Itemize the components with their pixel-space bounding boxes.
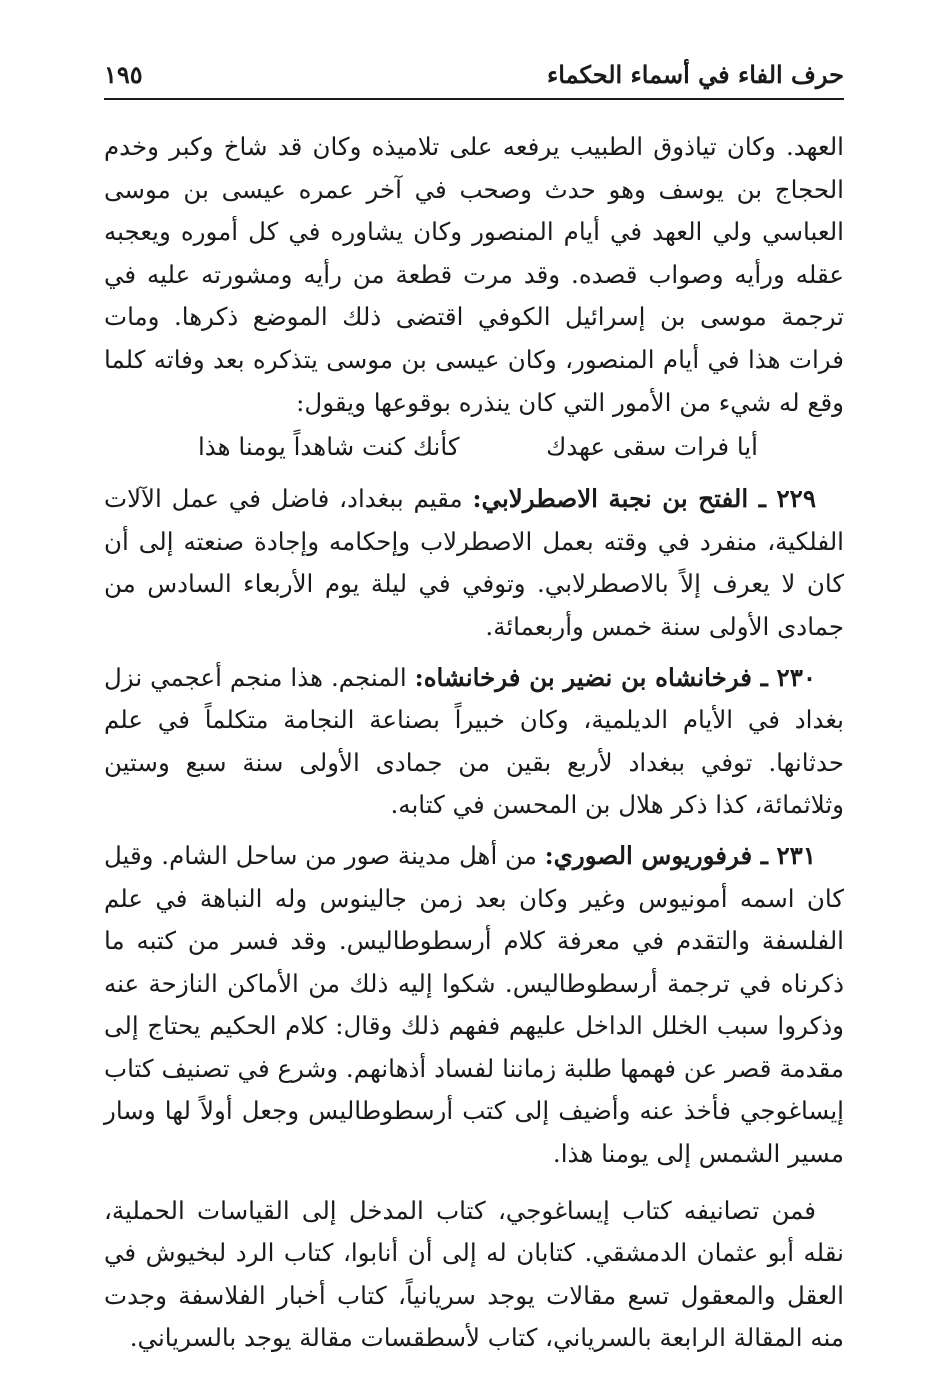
body-text	[104, 126, 844, 1360]
verse-hemistich-first: أيا فرات سقى عهدك	[546, 432, 758, 462]
paragraph-intro: العهد. وكان تياذوق الطبيب يرفعه على تلاميذه وكان قد شاخ وكبر وخدم الحجاج بن يوسف وهو حدث وصحب في آخر عمره عيسى بن موسى العباسي ولي العهد في أيام المنصور وكان يشاوره في كل أموره ويعجبه عقله ورأيه وصواب قصده. وقد مرت قطعة من رأيه ومشورته عليه في ترجمة موسى بن إسرائيل الكوفي اقتضى ذلك الموضع ذكرها. ومات فرات هذا في أيام المنصور، وكان عيسى بن موسى يتذكره بعد وفاته كلما وقع له شيء من الأمور التي كان ينذره بوقوعها ويقول:	[104, 132, 844, 417]
entry-230-heading: ٢٣٠ ـ فرخانشاه بن نضير بن فرخانشاه:	[414, 662, 817, 692]
entry-230-text: المنجم. هذا منجم أعجمي نزل بغداد في الأيام الديلمية، وكان خبيراً بصناعة النجامة متكلماً في علم حدثانها. توفي ببغداد لأربع بقين من جمادى الأولى سنة سبع وستين وثلاثمائة، كذا ذكر هلال بن المحسن في كتابه.	[104, 662, 844, 820]
entry-229-heading: ٢٢٩ ـ الفتح بن نجبة الاصطرلابي:	[472, 484, 816, 514]
verse-line	[198, 424, 758, 470]
verse-hemistich-second: كأنك كنت شاهداً يومنا هذا	[198, 432, 460, 462]
entry-231-text: من أهل مدينة صور من ساحل الشام. وقيل كان اسمه أمونيوس وغير وكان بعد زمن جالينوس وله النباهة في علم الفلسفة والتقدم في معرفة كلام أرسطوطاليس. وقد فسر من كتبه ما ذكرناه في ترجمة أرسطوطاليس. شكوا إليه ذلك من الأماكن النازحة عنه وذكروا سبب الخلل الداخل عليهم ففهم ذلك وقال: كلام الحكيم يحتاج إلى مقدمة قصر عن فهمها طلبة زماننا لفساد أذهانهم. وشرع في تصنيف كتاب إيساغوجي فأخذ عنه وأضيف إلى كتب أرسطوطاليس وجعل أولاً لها وسار مسير الشمس إلى يومنا هذا.	[104, 840, 844, 1169]
page-number: ١٩٥	[104, 60, 143, 89]
entry-230	[104, 657, 844, 827]
entry-231	[104, 835, 844, 1176]
page-header	[104, 58, 844, 100]
entry-231-heading: ٢٣١ ـ فرفوريوس الصوري:	[544, 840, 816, 870]
running-title: حرف الفاء في أسماء الحكماء	[546, 60, 844, 89]
paragraph-works: فمن تصانيفه كتاب إيساغوجي، كتاب المدخل إلى القياسات الحملية، نقله أبو عثمان الدمشقي. كتابان له إلى أن أنابوا، كتاب الرد لبخيوش في العقل والمعقول تسع مقالات يوجد سريانياً، كتاب أخبار الفلاسفة وجدت منه المقالة الرابعة بالسرياني، كتاب لأسطقسات مقالة يوجد بالسرياني.	[104, 1195, 844, 1353]
entry-229	[104, 478, 844, 648]
entry-229-text: مقيم ببغداد، فاضل في عمل الآلات الفلكية، منفرد في وقته بعمل الاصطرلاب وإحكامه وإجادة صنعته إلى أن كان لا يعرف إلاً بالاصطرلابي. وتوفي في ليلة يوم الأربعاء السادس من جمادى الأولى سنة خمس وأربعمائة.	[104, 484, 844, 641]
